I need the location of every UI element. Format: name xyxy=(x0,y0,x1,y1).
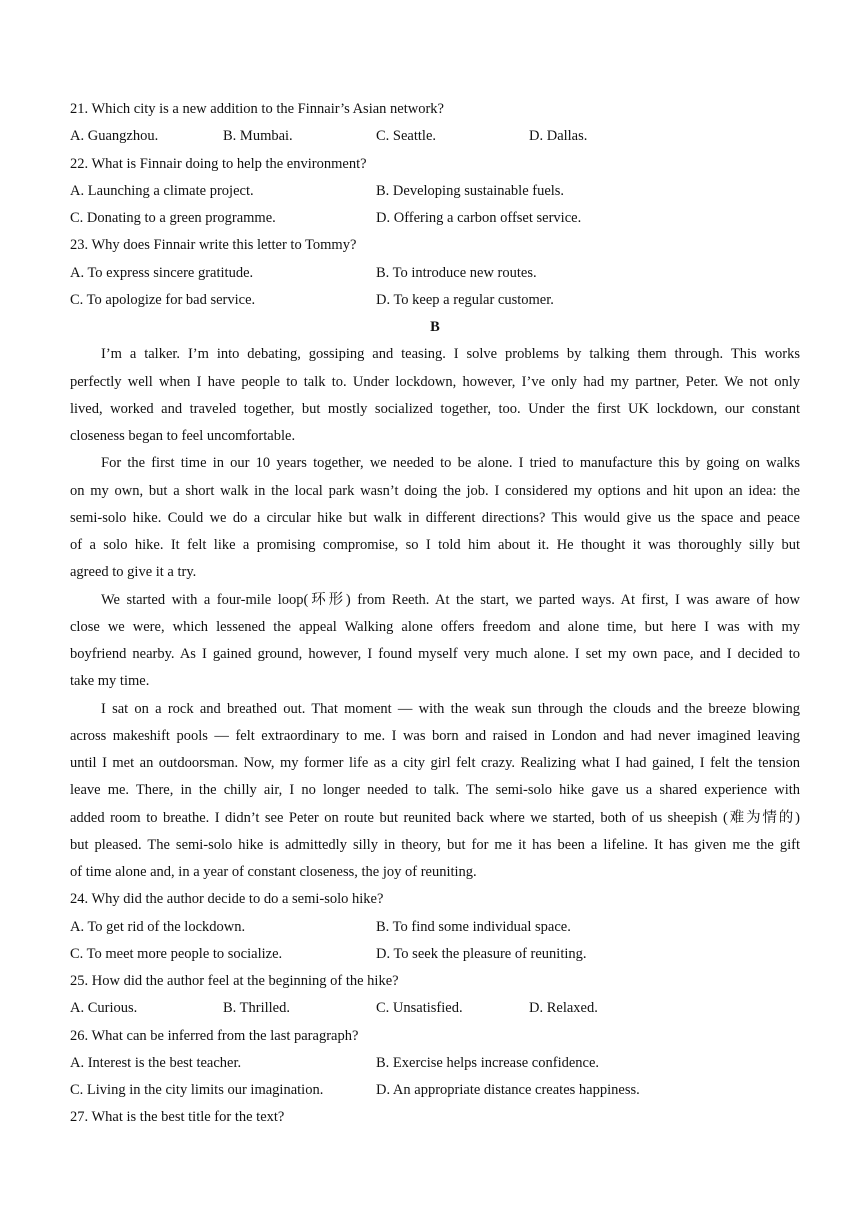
passage-paragraph-2 xyxy=(70,450,800,586)
paragraph-line: on my own, but a short walk in the local park wasn’t doing the job. I considered my options and hit upon an idea: the xyxy=(70,482,800,499)
paragraph-line: across makeshift pools — felt extraordinary to me. I was born and raised in London and had never imagined leaving xyxy=(70,727,800,744)
passage-paragraph-4 xyxy=(70,696,800,887)
option-c: C. Seattle. xyxy=(376,128,437,145)
question-26-options-cd xyxy=(70,1077,800,1104)
option-d: D. An appropriate distance creates happiness. xyxy=(376,1082,640,1098)
question-23-options-ab xyxy=(70,260,800,287)
paragraph-line: of time alone and, in a year of constant closeness, the joy of reuniting. xyxy=(70,864,477,880)
question-25-options xyxy=(70,995,800,1022)
option-a: A. Launching a climate project. xyxy=(70,182,254,199)
paragraph-line: of a solo hike. It felt like a promising compromise, so I told him about it. He thought it was thoroughly silly but xyxy=(70,537,800,553)
paragraph-line: perfectly well when I have people to talk to. Under lockdown, however, I’ve only had my partner, Peter. We not only xyxy=(70,373,800,390)
question-25-stem: 25. How did the author feel at the beginning of the hike? xyxy=(70,973,399,989)
option-d: D. To seek the pleasure of reuniting. xyxy=(376,945,587,962)
question-22-options-ab xyxy=(70,178,800,205)
option-d: D. Offering a carbon offset service. xyxy=(376,210,582,226)
paragraph-line: semi-solo hike. Could we do a circular hike but walk in different directions? This would give us the space and peace xyxy=(70,509,800,526)
option-b: B. Exercise helps increase confidence. xyxy=(376,1054,600,1071)
document-page xyxy=(70,96,800,1132)
option-a: A. Interest is the best teacher. xyxy=(70,1054,242,1071)
question-23-options-cd xyxy=(70,287,800,314)
paragraph-line: We started with a four-mile loop(环形) from Reeth. At the start, we parted ways. At first, I was aware of how xyxy=(101,591,800,608)
paragraph-line: lived, worked and traveled together, but mostly socialized together, too. Under the first UK lockdown, our constant xyxy=(70,400,800,417)
question-26-stem: 26. What can be inferred from the last paragraph? xyxy=(70,1027,359,1044)
question-24-stem: 24. Why did the author decide to do a semi-solo hike? xyxy=(70,891,384,908)
option-b: B. Mumbai. xyxy=(223,128,293,145)
paragraph-line: boyfriend nearby. As I gained ground, however, I found myself very much alone. I set my own pace, and I decided to xyxy=(70,646,800,662)
paragraph-line: I sat on a rock and breathed out. That moment — with the weak sun through the clouds and the breeze blowing xyxy=(101,700,800,717)
option-a: A. To get rid of the lockdown. xyxy=(70,918,246,935)
option-d: D. To keep a regular customer. xyxy=(376,291,554,308)
paragraph-line: until I met an outdoorsman. Now, my former life as a city girl felt crazy. Realizing what I had gained, I felt the tension xyxy=(70,755,800,771)
paragraph-line: agreed to give it a try. xyxy=(70,564,197,581)
question-21-stem: 21. Which city is a new addition to the Finnair’s Asian network? xyxy=(70,101,444,117)
option-d: D. Dallas. xyxy=(529,128,588,145)
option-a: A. Guangzhou. xyxy=(70,128,159,145)
passage-paragraph-3 xyxy=(70,587,800,696)
paragraph-line: close we were, which lessened the appeal Walking alone offers freedom and alone time, but here I was with my xyxy=(70,618,800,635)
paragraph-line: For the first time in our 10 years together, we needed to be alone. I tried to manufacture this by going on walks xyxy=(101,455,800,472)
question-24-options-ab xyxy=(70,914,800,941)
question-21-options xyxy=(70,123,800,150)
option-c: C. Donating to a green programme. xyxy=(70,210,276,226)
option-a: A. To express sincere gratitude. xyxy=(70,264,254,281)
question-22-options-cd xyxy=(70,205,800,232)
option-c: C. To meet more people to socialize. xyxy=(70,945,283,962)
option-b: B. Thrilled. xyxy=(223,1000,290,1017)
option-c: C. To apologize for bad service. xyxy=(70,291,256,308)
option-d: D. Relaxed. xyxy=(529,1000,598,1017)
option-b: B. To find some individual space. xyxy=(376,918,571,935)
option-a: A. Curious. xyxy=(70,1000,138,1017)
paragraph-line: I’m a talker. I’m into debating, gossiping and teasing. I solve problems by talking them through. This works xyxy=(101,346,800,363)
question-27-stem: 27. What is the best title for the text? xyxy=(70,1109,285,1126)
question-22-stem: 22. What is Finnair doing to help the environment? xyxy=(70,155,367,172)
section-heading: B xyxy=(430,319,440,335)
option-b: B. To introduce new routes. xyxy=(376,264,537,281)
paragraph-line: take my time. xyxy=(70,673,150,690)
option-c: C. Unsatisfied. xyxy=(376,1000,463,1017)
question-24-options-cd xyxy=(70,941,800,968)
paragraph-line: but pleased. The semi-solo hike is admittedly silly in theory, but for me it has been a lifeline. It has given me the gift xyxy=(70,836,800,853)
paragraph-line: leave me. There, in the chilly air, I no longer needed to talk. The semi-solo hike gave us a shared experience with xyxy=(70,782,800,799)
question-23-stem: 23. Why does Finnair write this letter to Tommy? xyxy=(70,237,357,254)
option-c: C. Living in the city limits our imagination. xyxy=(70,1082,324,1098)
paragraph-line: added room to breathe. I didn’t see Peter on route but reunited back where we started, both of us sheepish (难为情的) xyxy=(70,809,800,826)
paragraph-line: closeness began to feel uncomfortable. xyxy=(70,428,296,444)
option-b: B. Developing sustainable fuels. xyxy=(376,182,565,199)
passage-paragraph-1 xyxy=(70,341,800,450)
question-26-options-ab xyxy=(70,1050,800,1077)
